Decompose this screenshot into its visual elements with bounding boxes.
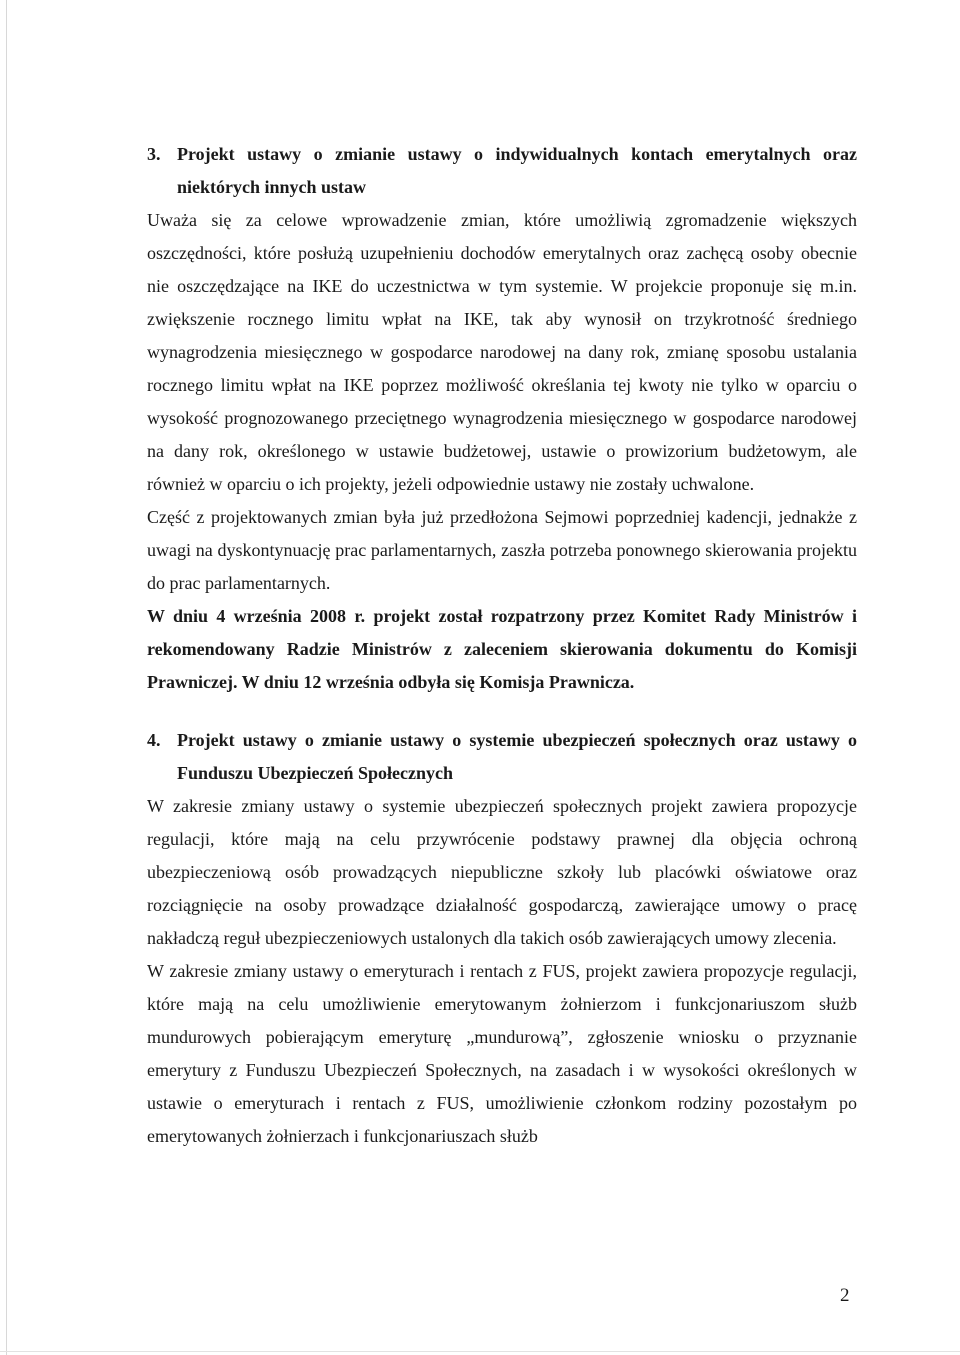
- section-gap: [147, 699, 857, 724]
- section-3-paragraph-3: W dniu 4 września 2008 r. projekt został rozpatrzony przez Komitet Rady Ministrów i rekomendowany Radzie Ministrów z zaleceniem skierowania dokumentu do Komisji Prawniczej. W dniu 12 września odbyła się Komisja Prawnicza.: [147, 606, 857, 692]
- section-3-number: 3.: [147, 144, 161, 164]
- section-4-heading: [147, 724, 857, 790]
- section-4-paragraph-2: W zakresie zmiany ustawy o emeryturach i rentach z FUS, projekt zawiera propozycje regulacji, które mają na celu umożliwienie emerytowanym żołnierzom i funkcjonariuszom służb mundurowych pobierającym emeryturę „mundurową”, zgłoszenie wniosku o przyznanie emerytury z Funduszu Ubezpieczeń Społecznych, na zasadach i w wysokości określonych w ustawie o emeryturach i rentach z FUS, umożliwienie członkom rodziny pozostałym po emerytowanych żołnierzach i funkcjonariuszach służb: [147, 961, 857, 1146]
- section-3-paragraph-2: Część z projektowanych zmian była już przedłożona Sejmowi poprzedniej kadencji, jednakże z uwagi na dyskontynuację prac parlamentarnych, zaszła potrzeba ponownego skierowania projektu do prac parlamentarnych.: [147, 507, 857, 593]
- section-4-paragraph-1: W zakresie zmiany ustawy o systemie ubezpieczeń społecznych projekt zawiera propozycje regulacji, które mają na celu przywrócenie podstawy prawnej dla objęcia ochroną ubezpieczeniową osób prowadzących niepubliczne szkoły lub placówki oświatowe oraz rozciągnięcie na osoby prowadzące działalność gospodarczą, zawierające umowy o pracę nakładczą reguł ubezpieczeniowych ustalonych dla takich osób zawierających umowy zlecenia.: [147, 796, 857, 948]
- page-number: 2: [840, 1285, 850, 1306]
- section-3-heading: [147, 138, 857, 204]
- scan-bottom-edge: [0, 1351, 960, 1352]
- document-page: [147, 138, 857, 1153]
- scan-left-edge: [6, 0, 7, 1355]
- section-4-number: 4.: [147, 730, 161, 750]
- section-3-paragraph-1: Uważa się za celowe wprowadzenie zmian, które umożliwią zgromadzenie większych oszczędności, które posłużą uzupełnieniu dochodów emerytalnych oraz zachęcą osoby obecnie nie oszczędzające na IKE do uczestnictwa w tym systemie. W projekcie proponuje się m.in. zwiększenie rocznego limitu wpłat na IKE, tak aby wynosił on trzykrotność średniego wynagrodzenia miesięcznego w gospodarce narodowej na dany rok, zmianę sposobu ustalania rocznego limitu wpłat na IKE poprzez możliwość określania tej kwoty nie tylko w oparciu o wysokość prognozowanego przeciętnego wynagrodzenia miesięcznego w gospodarce narodowej na dany rok, określonego w ustawie budżetowej, ustawie o prowizorium budżetowym, ale również w oparciu o ich projekty, jeżeli odpowiednie ustawy nie zostały uchwalone.: [147, 210, 857, 494]
- section-4-title: Projekt ustawy o zmianie ustawy o systemie ubezpieczeń społecznych oraz ustawy o Funduszu Ubezpieczeń Społecznych: [177, 730, 857, 783]
- section-3-title: Projekt ustawy o zmianie ustawy o indywidualnych kontach emerytalnych oraz niektórych innych ustaw: [177, 144, 857, 197]
